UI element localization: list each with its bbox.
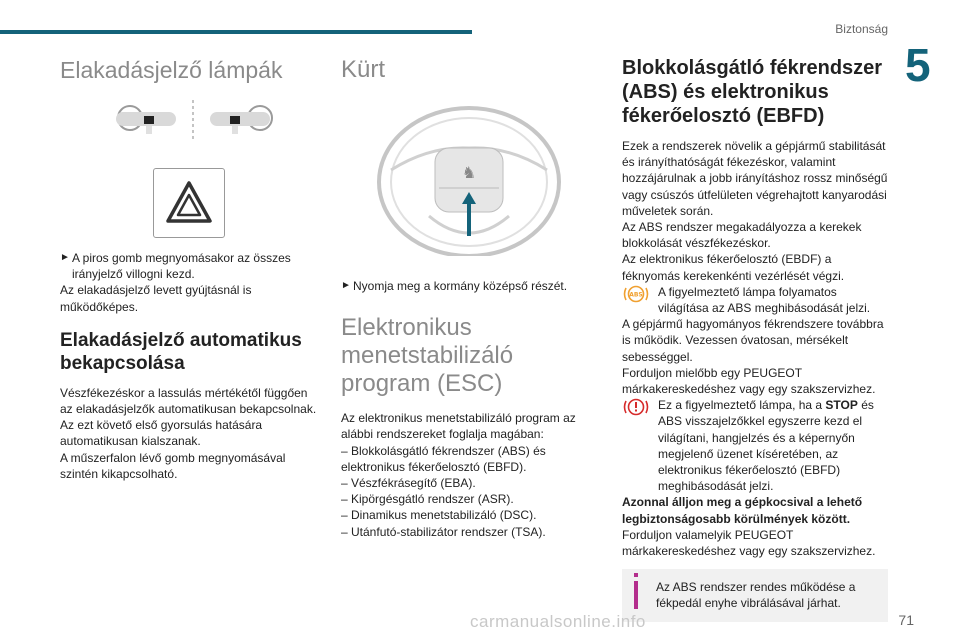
watermark: carmanualsonline.info [470,612,646,631]
hazard-button-icon [153,168,225,238]
chapter-number: 5 [905,39,931,91]
info-icon [634,573,638,577]
section-name: Biztonság [835,22,888,36]
heading-hazard-lights: Elakadásjelző lámpák [60,57,283,83]
column-abs [622,56,888,622]
list-item: – Vészfékrásegítő (EBA). [341,476,476,491]
paragraph: A műszerfalon lévő gomb megnyomásával szintén kikapcsolható. [60,450,286,481]
text: Ez a figyelmeztető lámpa, ha a [658,398,826,413]
list-item: – Dinamikus menetstabilizáló (DSC). [341,508,537,523]
paragraph: Vészfékezéskor a lassulás mértékétől függően az elakadásjelzők automatikusan bekapcsolnak. [60,385,317,417]
heading-horn: Kürt [341,56,386,83]
steering-stalks-illustration [110,100,280,146]
page-number: 71 [898,612,914,628]
paragraph: Az ezt követő első gyorsulás hatására automatikusan kialszanak. [60,418,263,449]
paragraph: Ezek a rendszerek növelik a gépjármű stabilitását és irányíthatóságát fékezéskor, valamint hozzájárulnak a jobb irányításhoz rossz minőségű vagy csúszós útfelületen végrehajtott kanyarodási műveletek során. [622,139,888,218]
instruction-press-horn: ► Nyomja meg a kormány középső részét. [341,279,568,293]
list-item: – Kipörgésgátló rendszer (ASR). [341,492,514,507]
brake-warning-icon [622,397,650,417]
paragraph: Forduljon mielőbb egy PEUGEOT márkakereskedéshez vagy egy szakszervizhez. [622,365,876,397]
column-hazard-lights [60,56,318,482]
abs-warning-block: ABS A figyelmeztető lámpa folyamatos világítása az ABS meghibásodását jelzi. [622,284,888,316]
column-horn-esc [341,56,599,540]
steering-wheel-illustration [369,100,569,256]
abs-warning-icon [622,284,650,304]
heading-abs: Blokkolásgátló fékrendszer (ABS) és elektronikus fékerőelosztó (EBFD) [622,57,883,127]
paragraph: Az elektronikus menetstabilizáló program az alábbi rendszereket foglalja magában: [341,411,576,442]
ebfd-warning-block [622,397,888,494]
svg-text:ABS: ABS [629,291,643,299]
paragraph: Forduljon valamelyik PEUGEOT márkakereskedéshez vagy egy szakszervizhez. [622,527,876,559]
paragraph: Az elektronikus fékerőelosztó (EBDF) a féknyomás kerekenkénti vezérlését végzi. [622,252,845,283]
list-item: – Blokkolásgátló fékrendszer (ABS) és elektronikus fékerőelosztó (EBFD). [341,443,546,474]
paragraph: Az ABS rendszer megakadályozza a kerekek blokkolását vészfékezéskor. [622,220,862,251]
bold-instruction: Azonnal álljon meg a gépkocsival a lehető legbiztonságosabb körülmények között. [622,495,863,526]
heading-auto-hazard: Elakadásjelző automatikus bekapcsolása [60,329,302,374]
svg-text:♞: ♞ [461,163,477,182]
heading-esc: Elektronikus menetstabilizáló program (ESC) [341,314,514,398]
paragraph: Az elakadásjelző levett gyújtásnál is működőképes. [60,283,252,314]
list-item: – Utánfutó-stabilizátor rendszer (TSA). [341,524,546,539]
top-accent-bar [0,30,472,34]
stop-label: STOP [825,398,858,413]
text: és ABS visszajelzőkkel egyszerre kezd el világítani, hangjelzés és a képernyőn megjelenő üzenet kíséretében, az elektronikus fékerőelosztó (EBFD) meghibásodását jelzi. [658,398,874,494]
paragraph: A gépjármű hagyományos fékrendszere továbbra is működik. Vezessen óvatosan, mérsékelt sebességgel. [622,317,884,364]
info-note: Az ABS rendszer rendes működése a fékpedál enyhe vibrálásával járhat. [622,569,888,621]
instruction-press-hazard: ► A piros gomb megnyomásakor az összes irányjelző villogni kezd. [60,251,291,282]
